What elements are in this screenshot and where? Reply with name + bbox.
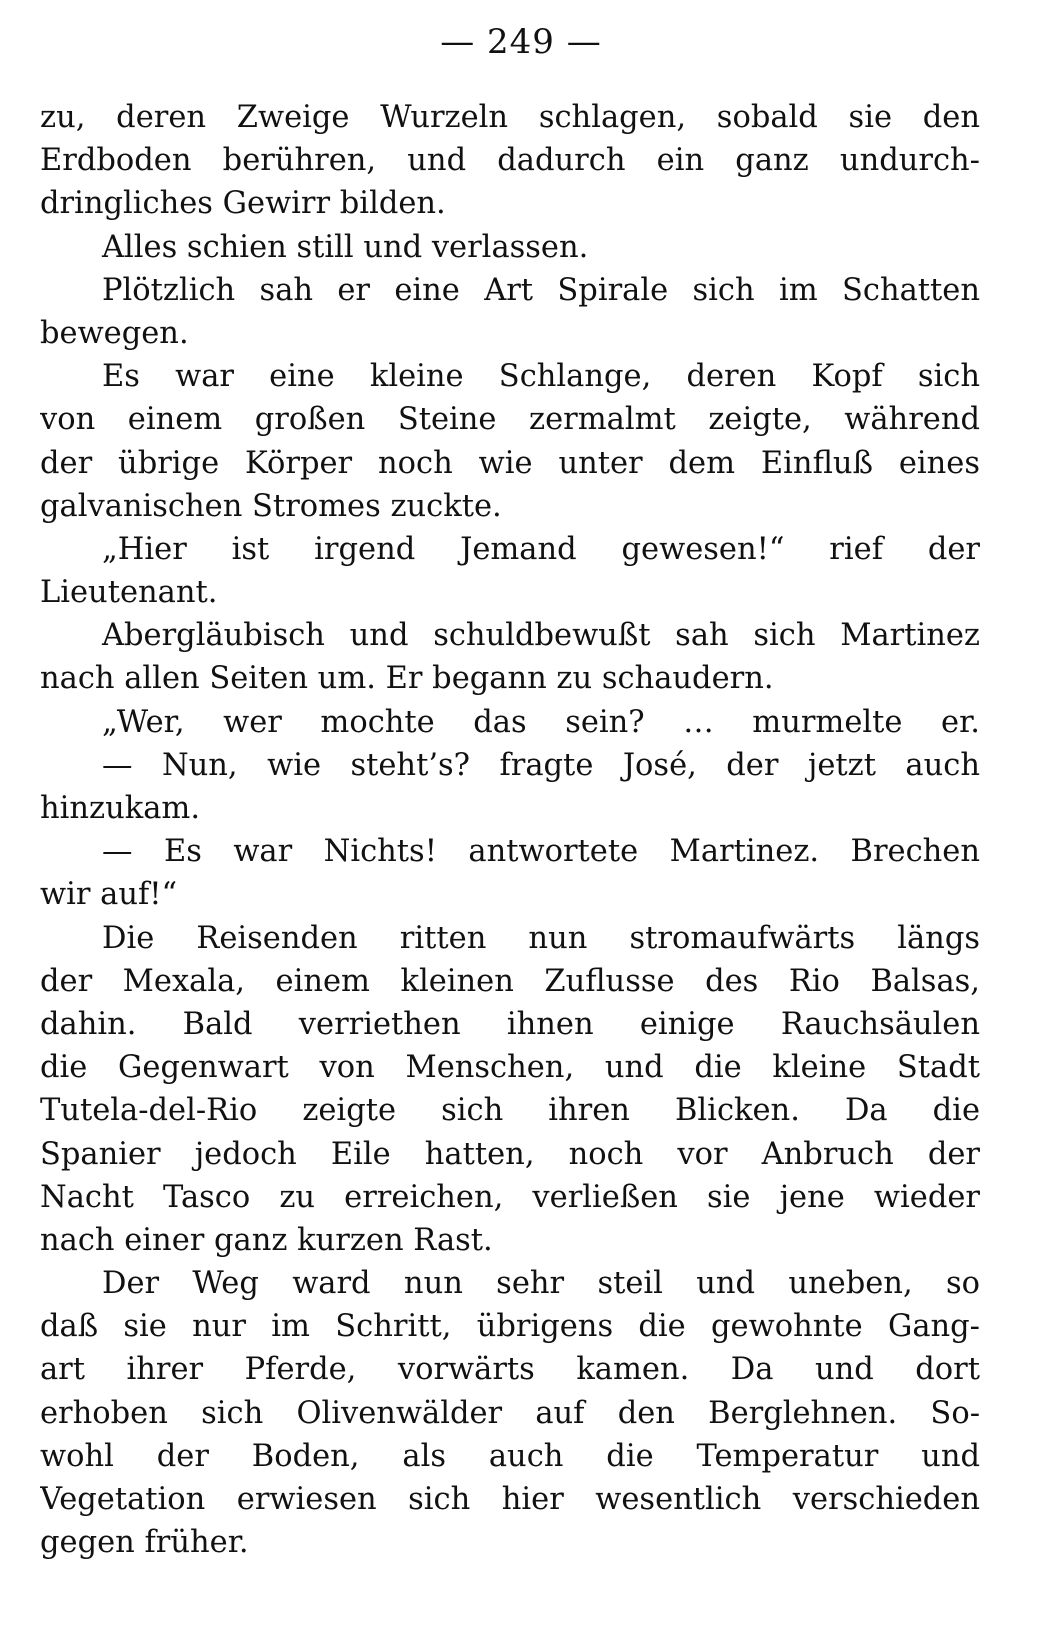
text-line: Alles schien still und verlassen. xyxy=(102,229,589,265)
text-line: nach einer ganz kurzen Rast. xyxy=(40,1222,493,1258)
text-line: der Mexala, einem kleinen Zuflusse des Rio Balsas, xyxy=(40,963,980,999)
text-line: Lieutenant. xyxy=(40,575,218,611)
text-line: galvanischen Stromes zuckte. xyxy=(40,488,502,524)
text-line: wohl der Boden, als auch die Temperatur und xyxy=(40,1438,980,1474)
text-line: Tutela-del-Rio zeigte sich ihren Blicken. Da die xyxy=(40,1093,980,1129)
text-line: Der Weg ward nun sehr steil und uneben, so xyxy=(102,1266,980,1302)
text-line: Die Reisenden ritten nun stromaufwärts längs xyxy=(102,920,980,956)
text-line: Vegetation erwiesen sich hier wesentlich verschieden xyxy=(40,1482,980,1517)
text-line: Es war eine kleine Schlange, deren Kopf sich xyxy=(102,359,980,395)
text-line: daß sie nur im Schritt, übrigens die gewohnte Gang- xyxy=(40,1309,980,1345)
text-line: „Wer, wer mochte das sein? … murmelte er. xyxy=(102,704,980,740)
text-line: der übrige Körper noch wie unter dem Einfluß eines xyxy=(40,445,980,481)
text-line: nach allen Seiten um. Er begann zu schaudern. xyxy=(40,661,774,697)
text-line: wir auf!“ xyxy=(40,877,178,913)
text-line: gegen früher. xyxy=(40,1525,249,1561)
text-line: die Gegenwart von Menschen, und die kleine Stadt xyxy=(40,1050,980,1086)
text-line: — Nun, wie steht’s? fragte José, der jetzt auch xyxy=(102,747,980,783)
body-text xyxy=(40,96,980,1564)
text-line: bewegen. xyxy=(40,315,189,351)
text-line: „Hier ist irgend Jemand gewesen!“ rief der xyxy=(102,531,980,567)
text-line: — Es war Nichts! antwortete Martinez. Brechen xyxy=(102,834,980,870)
text-line: Spanier jedoch Eile hatten, noch vor Anbruch der xyxy=(40,1136,980,1172)
text-line: zu, deren Zweige Wurzeln schlagen, sobald sie den xyxy=(40,100,980,135)
text-line: dahin. Bald verriethen ihnen einige Rauchsäulen xyxy=(40,1006,980,1042)
text-line: erhoben sich Olivenwälder auf den Berglehnen. So- xyxy=(40,1395,980,1431)
text-line: von einem großen Steine zermalmt zeigte, während xyxy=(40,402,980,438)
text-line: Plötzlich sah er eine Art Spirale sich im Schatten xyxy=(102,272,980,308)
text-line: dringliches Gewirr bilden. xyxy=(40,186,446,222)
text-line: art ihrer Pferde, vorwärts kamen. Da und dort xyxy=(40,1352,980,1388)
page-number: — 249 — xyxy=(440,22,602,62)
text-line: Nacht Tasco zu erreichen, verließen sie jene wieder xyxy=(40,1179,980,1215)
text-line: Erdboden berühren, und dadurch ein ganz undurch- xyxy=(40,143,980,179)
text-line: hinzukam. xyxy=(40,791,201,826)
text-line: Abergläubisch und schuldbewußt sah sich Martinez xyxy=(102,618,980,654)
